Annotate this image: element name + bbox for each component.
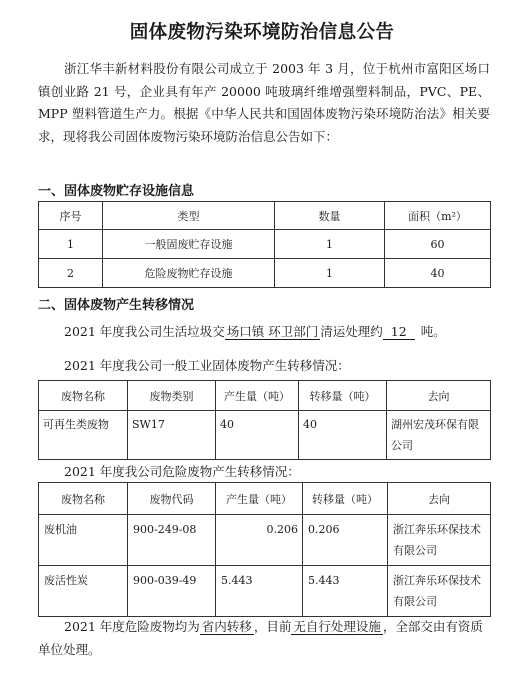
closing-pre-text: 2021 年度危险废物均为 xyxy=(64,619,200,634)
table-cell: 60 xyxy=(385,230,491,259)
table-header-cell: 数量 xyxy=(275,202,385,230)
table-cell: 40 xyxy=(216,411,299,460)
table-cell: 40 xyxy=(299,411,387,460)
table-header-cell: 转移量（吨） xyxy=(303,483,388,515)
table-header-row xyxy=(39,381,491,411)
table-header-cell: 面积（m²） xyxy=(385,202,491,230)
table-cell: 一般固废贮存设施 xyxy=(103,230,275,259)
table-cell: 40 xyxy=(385,259,491,288)
table-header-cell: 废物类别 xyxy=(128,381,216,411)
garbage-amount: 12 xyxy=(383,324,415,340)
closing-transfer-scope: 省内转移 xyxy=(201,619,252,634)
general-waste-intro: 2021 年度我公司一般工业固体废物产生转移情况： xyxy=(64,358,350,373)
table-cell: 5.443 xyxy=(216,566,303,617)
table-cell: 900-249-08 xyxy=(128,515,216,566)
table-header-cell: 去向 xyxy=(387,381,491,411)
table-cell: 废机油 xyxy=(39,515,128,566)
hazard-waste-intro: 2021 年度我公司危险废物产生转移情况： xyxy=(64,464,300,479)
storage-facility-table xyxy=(38,201,491,288)
table-header-cell: 去向 xyxy=(388,483,491,515)
table-cell: 1 xyxy=(275,259,385,288)
table-header-cell: 废物名称 xyxy=(39,381,128,411)
table-cell: 湖州宏茂环保有限公司 xyxy=(387,411,491,460)
table-header-cell: 产生量（吨） xyxy=(216,381,299,411)
table-row xyxy=(39,566,491,617)
closing-post-text: ，全部交由有资质单位处理。 xyxy=(38,619,483,657)
page-title: 固体废物污染环境防治信息公告 xyxy=(129,22,395,43)
garbage-destination: 场口镇 环卫部门 xyxy=(226,324,319,339)
closing-facility-status: 无自行处理设施 xyxy=(293,619,381,634)
table-cell: 危险废物贮存设施 xyxy=(103,259,275,288)
hazard-waste-table xyxy=(38,482,491,617)
closing-mid-text: ，目前 xyxy=(253,619,292,634)
table-cell: 1 xyxy=(39,230,103,259)
table-cell: 1 xyxy=(275,230,385,259)
garbage-unit: 吨。 xyxy=(420,324,446,339)
table-row xyxy=(39,515,491,566)
table-cell: 浙江奔乐环保技术有限公司 xyxy=(388,515,491,566)
table-cell: 900-039-49 xyxy=(128,566,216,617)
intro-paragraph: 浙江华丰新材料股份有限公司成立于 2003 年 3 月，位于杭州市富阳区场口镇创业路 21 号，企业具有年产 20000 吨玻璃纤维增强塑料制品，PVC、PE、MPP 塑料管道生产力。根据《中华人民共和国固体废物污染环境防治法》相关要求，现将我公司固体废物污染环境防治信息公告如下： xyxy=(38,61,490,144)
table-header-row xyxy=(39,202,491,230)
table-row xyxy=(39,230,491,259)
table-cell: 2 xyxy=(39,259,103,288)
table-row xyxy=(39,259,491,288)
table-cell: 0.206 xyxy=(216,515,303,566)
garbage-mid-text: 清运处理约 xyxy=(320,324,383,339)
general-waste-table xyxy=(38,380,491,460)
garbage-pre-text: 2021 年度我公司生活垃圾交 xyxy=(64,324,225,339)
table-cell: 浙江奔乐环保技术有限公司 xyxy=(388,566,491,617)
table-header-cell: 产生量（吨） xyxy=(216,483,303,515)
table-cell: 5.443 xyxy=(303,566,388,617)
table-cell: 0.206 xyxy=(303,515,388,566)
section-heading-storage: 一、固体废物贮存设施信息 xyxy=(38,184,195,199)
table-cell: SW17 xyxy=(128,411,216,460)
table-header-cell: 转移量（吨） xyxy=(299,381,387,411)
section-heading-transfer: 二、固体废物产生转移情况 xyxy=(38,298,195,313)
garbage-statement xyxy=(64,322,446,340)
table-header-row xyxy=(39,483,491,515)
closing-paragraph xyxy=(38,616,490,661)
table-header-cell: 废物代码 xyxy=(128,483,216,515)
table-header-cell: 类型 xyxy=(103,202,275,230)
table-cell: 可再生类废物 xyxy=(39,411,128,460)
table-header-cell: 序号 xyxy=(39,202,103,230)
table-cell: 废活性炭 xyxy=(39,566,128,617)
table-header-cell: 废物名称 xyxy=(39,483,128,515)
table-row xyxy=(39,411,491,460)
